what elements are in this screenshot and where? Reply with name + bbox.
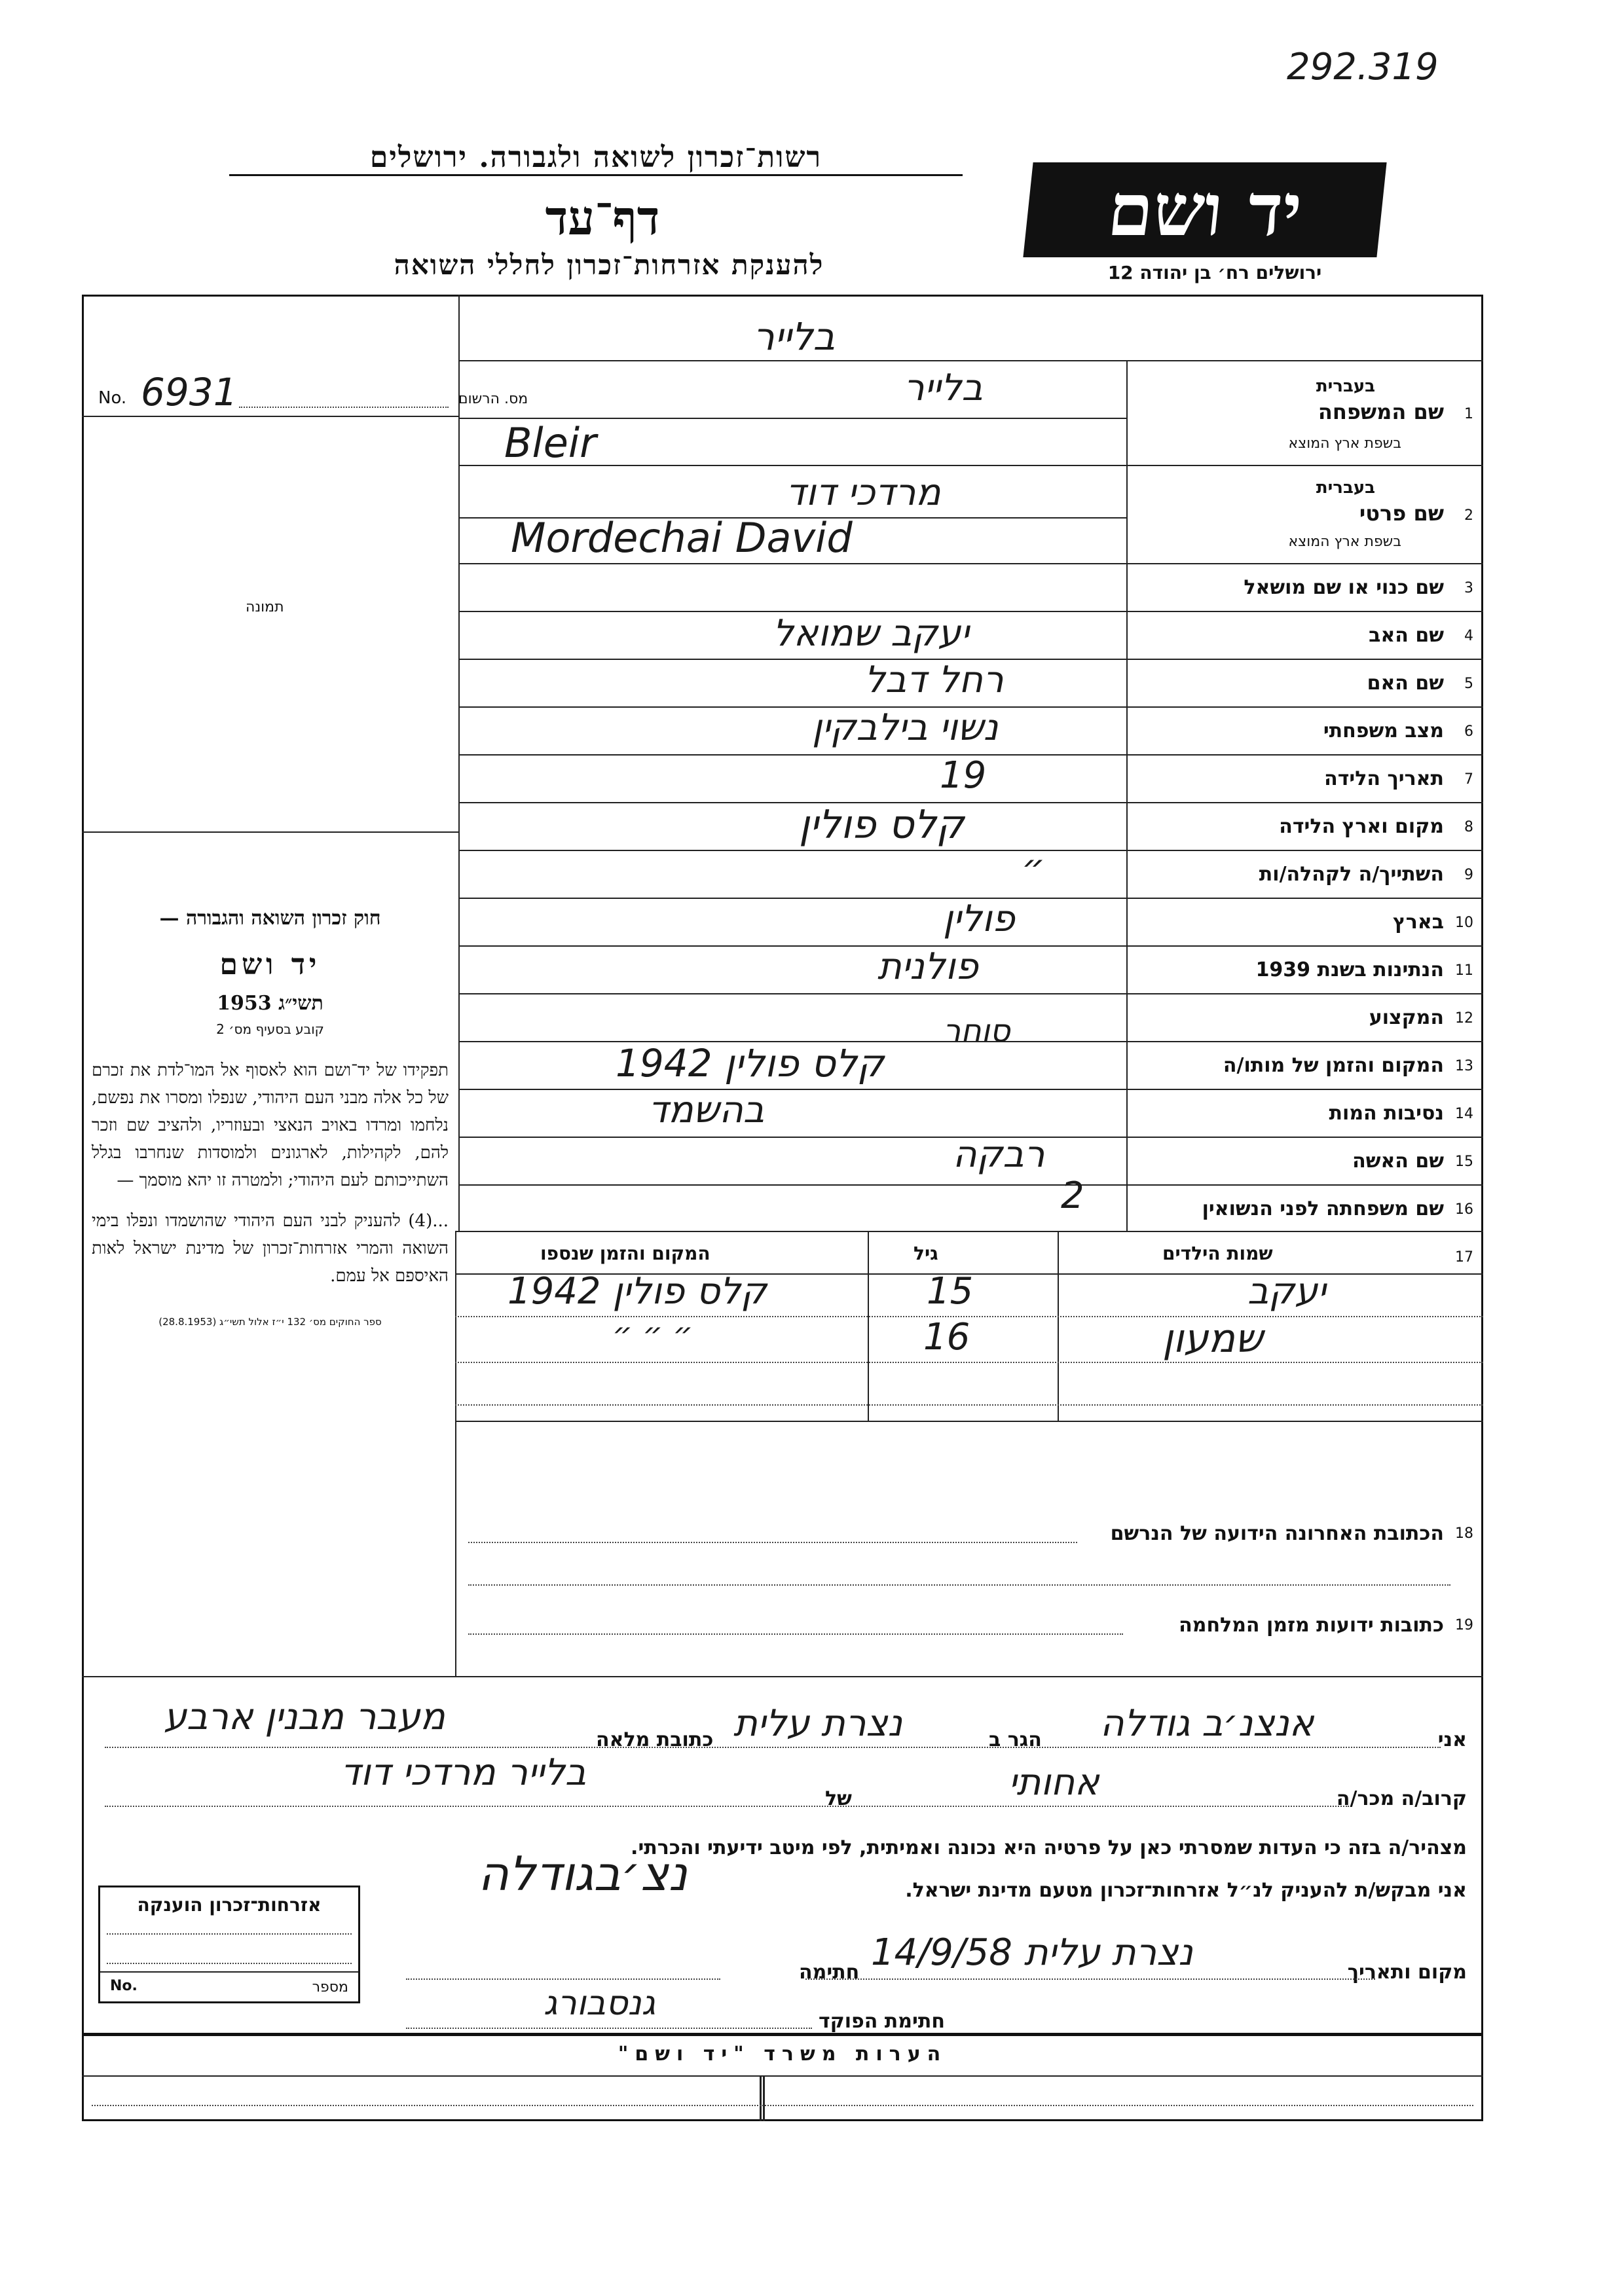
field-1-family-name: בלייר Bleir בעברית שם המשפחה בשפת ארץ המוצא 1 bbox=[458, 360, 1483, 465]
field-8-birth-place: קלס פולין מקום וארץ הלידה 8 bbox=[799, 802, 1473, 848]
office-notes-title: הערות משרד "יד ושם" bbox=[618, 2043, 948, 2066]
authority-title: רשות־זכרון לשואה ולגבורה. ירושלים bbox=[229, 141, 963, 176]
field-19-label: כתובות ידועות מזמן המלחמה bbox=[1179, 1614, 1444, 1637]
field-5-value: רחל דבל bbox=[864, 659, 1004, 701]
field-17-children-table: 17 שמות הילדים גיל המקום והזמן שנספו יעקב 15 קלס פולין 1942 שמעון 16 ״ ״ ״ bbox=[455, 1231, 1483, 1421]
relation: אחותי bbox=[1008, 1761, 1099, 1804]
reg-no-label: No. bbox=[98, 388, 127, 408]
field-15-wife-name: רבקה שם האשה 15 bbox=[953, 1133, 1473, 1176]
field-5-mother-name: רחל דבל שם האם 5 bbox=[864, 659, 1473, 701]
field-11-value: פולנית bbox=[877, 945, 978, 988]
field-14-death-circumstances: בהשמד נסיבות המות 14 bbox=[648, 1089, 1473, 1131]
field-1-value-hebrew: בלייר bbox=[904, 367, 983, 409]
officer-signature: גנסבורג bbox=[544, 1984, 656, 2023]
law-sidebar bbox=[92, 907, 449, 1328]
logo-address: ירושלים רח׳ בן יהודה 12 bbox=[1107, 262, 1322, 283]
place-and-date: נצרת עלית 14/9/58 bbox=[871, 1931, 1193, 1974]
field-13-value: קלס פולין 1942 bbox=[616, 1041, 884, 1085]
declarant-signature-large: נצ׳בגודלה bbox=[478, 1846, 688, 1901]
declarant-name: אנצנ׳ב גודלה bbox=[1100, 1702, 1314, 1745]
field-12-profession: סוחר המקצוע 12 bbox=[943, 1006, 1473, 1049]
reg-no-value: 6931 bbox=[141, 370, 238, 414]
child-1-place: קלס פולין 1942 bbox=[507, 1270, 767, 1313]
field-10-country: פולין בארץ 10 bbox=[943, 898, 1473, 940]
yad-vashem-logo: יד ושם bbox=[1023, 162, 1386, 257]
field-1-value-native: Bleir bbox=[504, 419, 597, 467]
field-6-value: נשוי בילבקין bbox=[812, 706, 999, 749]
field-2-value-hebrew: מרדכי דוד bbox=[786, 471, 941, 514]
declaration-section: אני אנצנ׳ב גודלה הגר ב נצרת עלית כתובת מלאה מעבר מבנין ארבע קרוב/ה מכר/ה אחותי של בלייר מרדכי דוד מצהיר/ה בזה כי העדות שמסרתי כאן על פרטיה היא נכונה ואמיתית, לפי מיטב ידיעתי והכרתי. אני מבקש/ת להעניק לנ״ל אזרחות־זכרון מטעם מדינת ישראל. נצ׳בגודלה מקום ותאריך נצרת עלית 14/9/58 חתימה חתימת הפוקד גנסבורג bbox=[92, 1676, 1473, 2033]
field-7-birth-date: 19 תאריך הלידה 7 bbox=[940, 754, 1473, 797]
law-year: תשי״ג 1953 bbox=[217, 992, 323, 1015]
field-9-community: ״ השתייך/ה לקהלה/ות 9 bbox=[1022, 847, 1473, 889]
law-title: חוק זכרון השואה והגבורה — bbox=[159, 907, 381, 930]
children-col-age: גיל bbox=[913, 1243, 938, 1264]
children-col-place: המקום והזמן שנספו bbox=[540, 1243, 710, 1264]
field-12-value: סוחר bbox=[943, 1013, 1010, 1049]
form-title: דף־עד bbox=[545, 190, 660, 246]
declaration-statement: מצהיר/ה בזה כי העדות שמסרתי כאן על פרטיה היא נכונה ואמיתית, לפי מיטב ידיעתי והכרתי. bbox=[631, 1836, 1467, 1859]
field-16-wife-maiden-name: 2 שם משפחתה לפני הנשואין 16 bbox=[1061, 1175, 1473, 1220]
field-8-value: קלס פולין bbox=[799, 802, 965, 848]
field-4-value: יעקב שמואל bbox=[773, 612, 969, 655]
field-6-marital-status: נשוי בילבקין מצב משפחתי 6 bbox=[812, 706, 1473, 749]
reg-no-label-he: מס. הרשום bbox=[458, 391, 528, 407]
field-9-value: ״ bbox=[1022, 847, 1046, 889]
children-col-names: שמות הילדים bbox=[1162, 1243, 1273, 1264]
field-14-value: בהשמד bbox=[648, 1089, 765, 1131]
law-name: יד ושם bbox=[219, 948, 321, 981]
declaration-request: אני מבקש/ת להעניק לנ״ל אזרחות־זכרון מטעם מדינת ישראל. bbox=[905, 1879, 1467, 1902]
fields-18-19-addresses: הכתובת האחרונה הידועה של הנרשם 18 כתובות ידועות מזמן המלחמה 19 bbox=[455, 1421, 1483, 1676]
child-1-name: יעקב bbox=[1247, 1270, 1326, 1313]
field-18-label: הכתובת האחרונה הידועה של הנרשם bbox=[1110, 1522, 1444, 1545]
registration-number bbox=[95, 370, 528, 416]
child-2-age: 16 bbox=[923, 1316, 970, 1358]
field-16-value: 2 bbox=[1061, 1175, 1084, 1217]
child-2-name: שמעון bbox=[1162, 1316, 1263, 1362]
award-box-title: אזרחות־זכרון הוענקה bbox=[137, 1894, 322, 1916]
field-10-value: פולין bbox=[943, 898, 1015, 940]
award-box: אזרחות־זכרון הוענקה No. מספר bbox=[98, 1886, 360, 2003]
field-2-first-name: מרדכי דוד Mordechai David בעברית שם פרטי בשפת ארץ המוצא 2 bbox=[458, 465, 1483, 563]
field-2-value-native: Mordechai David bbox=[511, 514, 853, 562]
law-paragraph-1: תפקידו של יד־ושם הוא לאסוף אל המו־לדת את זכרם של כל אלה מבני העם היהודי, שנפלו ומסרו את נפשם, נלחמו ומרדו באויב הנאצי ובעוזריו, ולהציב שם וזכר להם, לקהילות, לארגונים ולמוסדות שנחרבו בגלל השתייכותם לעם היהודי; ולמטרה זו יהא מוסמך — bbox=[92, 1061, 449, 1190]
law-clause: קובע בסעיף מס׳ 2 bbox=[216, 1021, 324, 1037]
field-13-death-place-time: קלס פולין 1942 המקום והזמן של מותו/ה 13 bbox=[616, 1041, 1473, 1085]
top-annotation: בלייר bbox=[753, 314, 836, 359]
child-2-place: ״ ״ ״ bbox=[612, 1316, 693, 1353]
relation-person: בלייר מרדכי דוד bbox=[341, 1751, 587, 1794]
form-subtitle: להענקת אזרחות־זכרון לחללי השואה bbox=[394, 249, 824, 281]
field-3-nickname: שם כנוי או שם מושאל 3 bbox=[1244, 576, 1473, 599]
photo-label: תמונה bbox=[246, 599, 284, 615]
field-4-father-name: יעקב שמואל שם האב 4 bbox=[773, 612, 1473, 655]
archive-number: 292.319 bbox=[1287, 46, 1439, 88]
field-11-citizenship-1939: פולנית הנתינות בשנת 1939 11 bbox=[877, 945, 1473, 988]
child-1-age: 15 bbox=[927, 1270, 974, 1313]
law-paragraph-2: ...(4) להעניק לבני העם היהודי שהושמדו ונפלו בימי השואה והמרי אזרחות־זכרון של מדינת ישראל לאות האיספם אל עמם. bbox=[92, 1211, 449, 1286]
field-15-value: רבקה bbox=[953, 1133, 1045, 1176]
law-citation: ספר החוקים מס׳ 132 י״ז אלול תשי״ג (28.8.1953) bbox=[158, 1316, 382, 1328]
declarant-city: נצרת עלית bbox=[733, 1702, 903, 1745]
field-7-value: 19 bbox=[940, 754, 987, 797]
declarant-address: מעבר מבנין ארבע bbox=[164, 1696, 445, 1738]
